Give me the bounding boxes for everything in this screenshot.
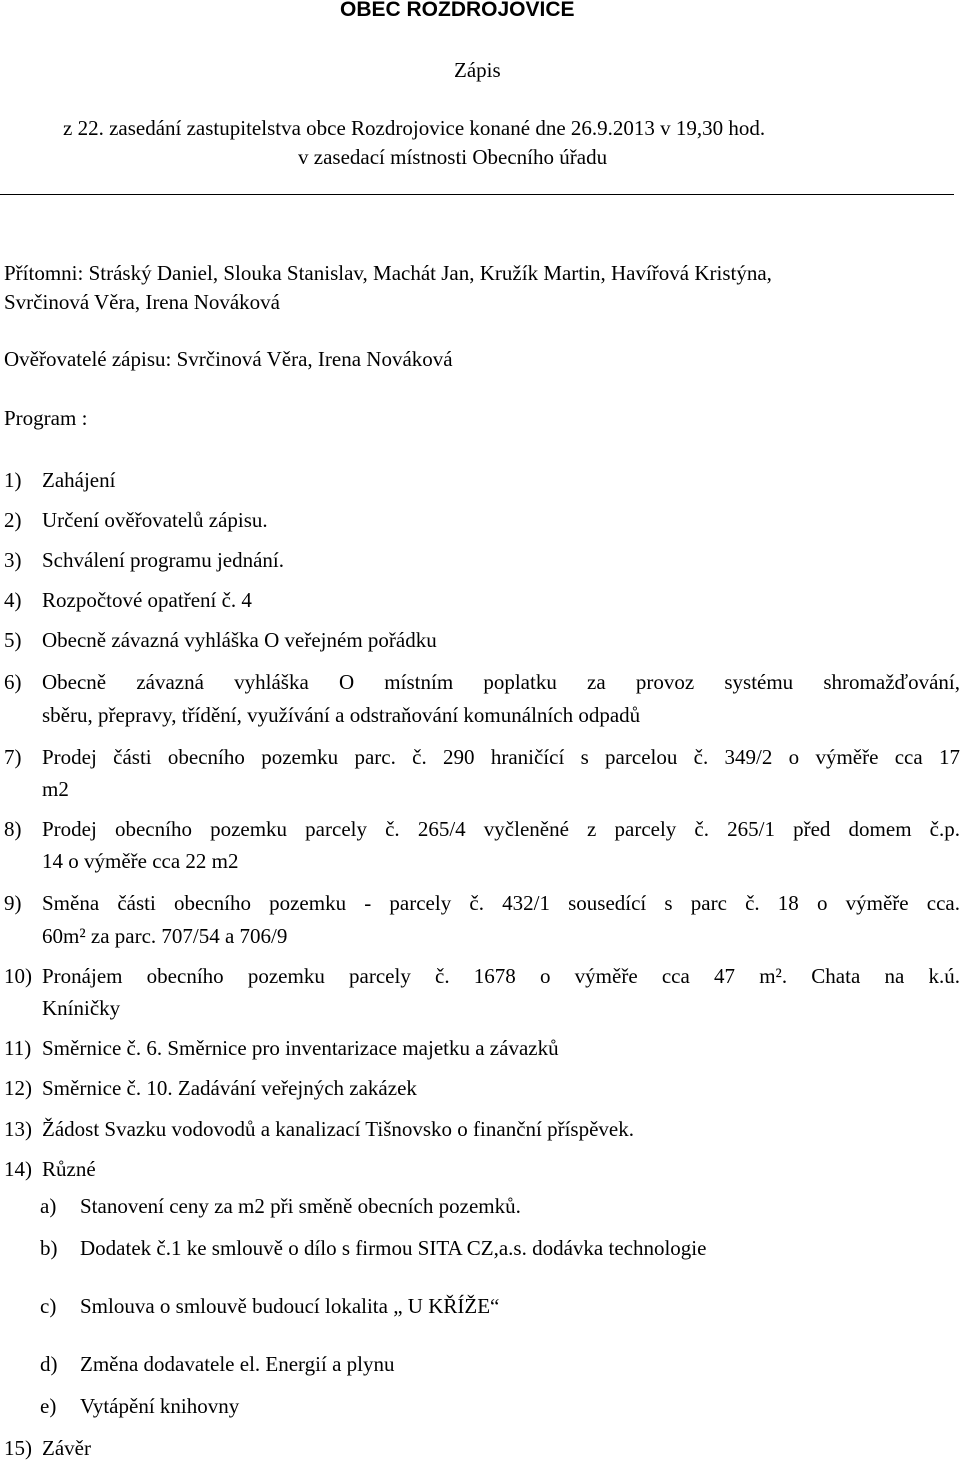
list-item-text: Obecně závazná vyhláška O místním poplatku za provoz systému shromažďování, <box>42 670 960 694</box>
sub-list-item-text: Stanovení ceny za m2 při směně obecních pozemků. <box>80 1194 521 1218</box>
list-item-number: 10) <box>4 964 32 988</box>
document-org: OBEC ROZDROJOVICE <box>340 0 575 21</box>
list-item-text: Různé <box>42 1157 96 1181</box>
sub-list-item-letter: a) <box>40 1194 57 1218</box>
list-item-number: 7) <box>4 745 22 769</box>
program-label: Program : <box>4 406 88 430</box>
sub-list-item-text: Dodatek č.1 ke smlouvě o dílo s firmou SITA CZ,a.s. dodávka technologie <box>80 1236 707 1260</box>
list-item-text: Směrnice č. 6. Směrnice pro inventarizace majetku a závazků <box>42 1036 559 1060</box>
list-item-number: 14) <box>4 1157 32 1181</box>
list-item-number: 3) <box>4 548 22 572</box>
document-type: Zápis <box>454 58 501 82</box>
sub-list-item-letter: d) <box>40 1352 58 1376</box>
list-item-number: 4) <box>4 588 22 612</box>
present-members-line2: Svrčinová Věra, Irena Nováková <box>4 290 281 314</box>
list-item-text: Pronájem obecního pozemku parcely č. 1678 o výměře cca 47 m². Chata na k.ú. <box>42 964 960 988</box>
list-item-text: Obecně závazná vyhláška O veřejném pořádku <box>42 628 437 652</box>
list-item-number: 15) <box>4 1436 32 1460</box>
list-item-text: Kníničky <box>42 996 121 1020</box>
list-item-number: 5) <box>4 628 22 652</box>
sub-list-item-letter: c) <box>40 1294 57 1318</box>
list-item-number: 2) <box>4 508 22 532</box>
sub-list-item-letter: b) <box>40 1236 58 1260</box>
list-item-text: Závěr <box>42 1436 91 1460</box>
list-item-text: m2 <box>42 777 69 801</box>
sub-list-item-text: Smlouva o smlouvě budoucí lokalita „ U KŘÍŽE“ <box>80 1294 500 1318</box>
list-item-number: 9) <box>4 891 22 915</box>
list-item-number: 6) <box>4 670 22 694</box>
list-item-text: 60m² za parc. 707/54 a 706/9 <box>42 924 288 948</box>
present-members-line1: Přítomni: Stráský Daniel, Slouka Stanislav, Machát Jan, Kružík Martin, Havířová Kristýna, <box>4 261 772 285</box>
list-item-number: 11) <box>4 1036 32 1060</box>
minutes-verifiers: Ověřovatelé zápisu: Svrčinová Věra, Irena Nováková <box>4 347 453 371</box>
list-item-text: Schválení programu jednání. <box>42 548 285 572</box>
list-item-number: 8) <box>4 817 22 841</box>
sub-list-item-text: Změna dodavatele el. Energií a plynu <box>80 1352 395 1376</box>
list-item-text: Rozpočtové opatření č. 4 <box>42 588 252 612</box>
list-item-text: Prodej obecního pozemku parcely č. 265/4 vyčleněné z parcely č. 265/1 před domem č.p. <box>42 817 960 841</box>
list-item-number: 12) <box>4 1076 32 1100</box>
list-item-text: Žádost Svazku vodovodů a kanalizací Tišnovsko o finanční příspěvek. <box>42 1117 634 1141</box>
list-item-text: Směrnice č. 10. Zadávání veřejných zakázek <box>42 1076 417 1100</box>
meeting-subtitle-line1: z 22. zasedání zastupitelstva obce Rozdrojovice konané dne 26.9.2013 v 19,30 hod. <box>63 116 766 140</box>
list-item-text: Zahájení <box>42 468 116 492</box>
meeting-subtitle-line2: v zasedací místnosti Obecního úřadu <box>298 145 608 169</box>
header-divider <box>0 194 954 195</box>
list-item-text: Prodej části obecního pozemku parc. č. 290 hraničící s parcelou č. 349/2 o výměře cca 17 <box>42 745 960 769</box>
list-item-text: Určení ověřovatelů zápisu. <box>42 508 268 532</box>
list-item-text: 14 o výměře cca 22 m2 <box>42 849 239 873</box>
list-item-text: sběru, přepravy, třídění, využívání a odstraňování komunálních odpadů <box>42 703 641 727</box>
sub-list-item-text: Vytápění knihovny <box>80 1394 240 1418</box>
list-item-text: Směna části obecního pozemku - parcely č. 432/1 sousedící s parc č. 18 o výměře cca. <box>42 891 960 915</box>
list-item-number: 1) <box>4 468 22 492</box>
sub-list-item-letter: e) <box>40 1394 57 1418</box>
list-item-number: 13) <box>4 1117 32 1141</box>
